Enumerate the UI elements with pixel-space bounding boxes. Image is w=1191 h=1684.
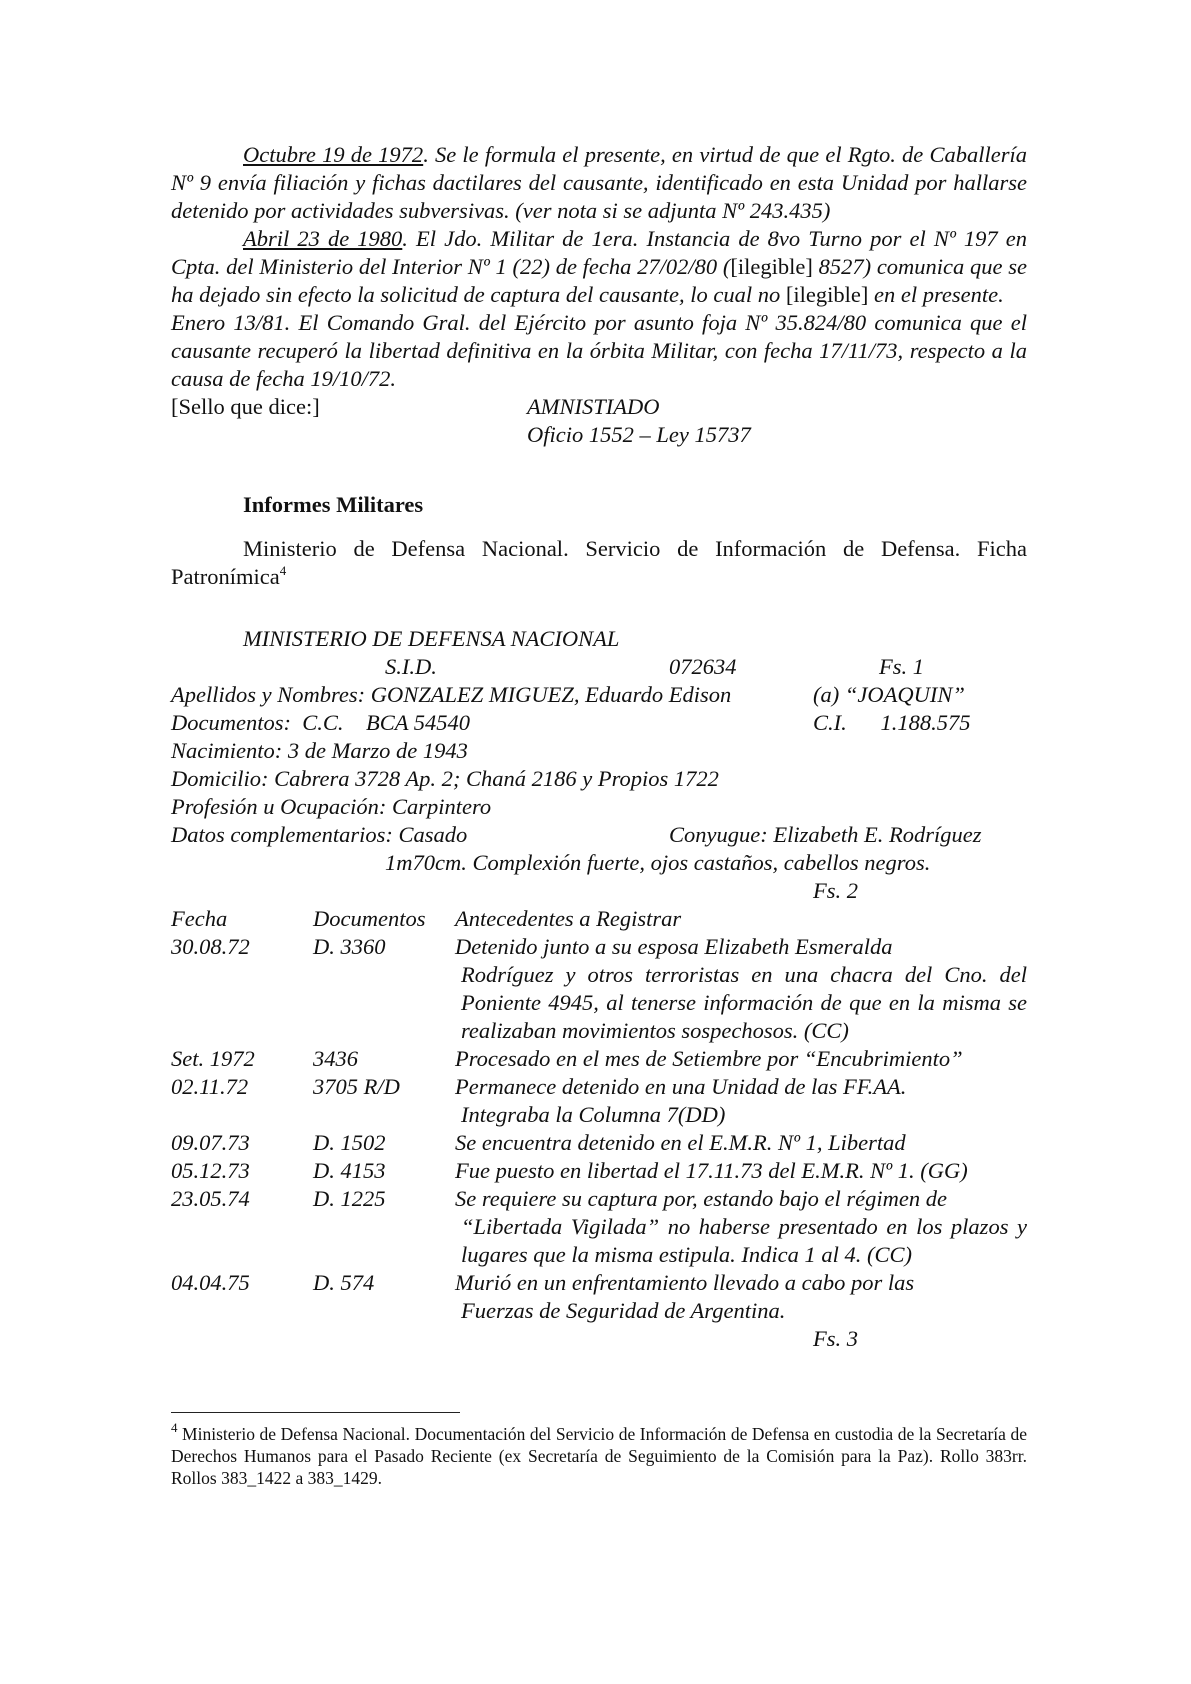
ficha-folio: Fs. 1 — [879, 654, 924, 679]
ficha-names-row — [171, 681, 1027, 709]
row-document: D. 4153 — [313, 1158, 386, 1183]
entry-date: Abril 23 de 1980 — [243, 226, 403, 251]
seal-text — [527, 393, 751, 449]
row-document: D. 3360 — [313, 934, 386, 959]
row-antecedent — [455, 1073, 1027, 1129]
ficha-ci: C.I. 1.188.575 — [813, 710, 971, 735]
ficha-ministry: MINISTERIO DE DEFENSA NACIONAL — [243, 626, 620, 651]
seal-label: [Sello que dice:] — [171, 394, 320, 419]
ficha-alias: (a) “JOAQUIN” — [813, 682, 965, 707]
ficha-spouse: Conyugue: Elizabeth E. Rodríguez — [669, 822, 982, 847]
seal-line: AMNISTIADO — [527, 394, 660, 419]
table-row — [171, 933, 1027, 1045]
illegible-mark: [ilegible] — [730, 254, 813, 279]
seal-block — [171, 393, 1027, 449]
table-row — [171, 1045, 1027, 1073]
row-date: 23.05.74 — [171, 1186, 250, 1211]
footnote — [171, 1420, 1027, 1489]
antecedent-continuation: “Libertada Vigilada” no haberse presentado en los plazos y lugares que la misma estipula. Indica 1 al 4. (CC) — [461, 1214, 1027, 1267]
row-antecedent — [455, 1185, 1027, 1269]
entry-text: en el presente. — [868, 282, 1004, 307]
ficha-number: 072634 — [669, 654, 737, 679]
ficha-patronimica — [171, 625, 1027, 905]
row-date: Set. 1972 — [171, 1046, 255, 1071]
row-antecedent — [455, 1269, 1027, 1325]
antecedent-first-line: Se encuentra detenido en el E.M.R. Nº 1, Libertad — [455, 1130, 906, 1155]
antecedent-continuation: Rodríguez y otros terroristas en una chacra del Cno. del Poniente 4945, al tenerse información de que en la misma se realizaban movimientos sospechosos. (CC) — [461, 962, 1027, 1043]
footnote-number: 4 — [171, 1420, 178, 1436]
ficha-folio: Fs. 2 — [813, 878, 858, 903]
section-heading: Informes Militares — [243, 492, 424, 517]
ficha-sid: S.I.D. — [385, 654, 437, 679]
ficha-profession: Profesión u Ocupación: Carpintero — [171, 794, 492, 819]
ficha-address: Domicilio: Cabrera 3728 Ap. 2; Chaná 2186 y Propios 1722 — [171, 766, 719, 791]
row-document: D. 1502 — [313, 1130, 386, 1155]
table-row — [171, 1129, 1027, 1157]
ficha-complementary-row — [171, 821, 1027, 849]
column-header: Antecedentes a Registrar — [455, 906, 682, 931]
section-intro — [171, 535, 1027, 591]
antecedent-continuation: Fuerzas de Seguridad de Argentina. — [461, 1298, 786, 1323]
ficha-names: Apellidos y Nombres: GONZALEZ MIGUEZ, Eduardo Edison — [171, 682, 732, 707]
row-date: 04.04.75 — [171, 1270, 250, 1295]
row-date: 05.12.73 — [171, 1158, 250, 1183]
column-header: Documentos — [313, 906, 426, 931]
ficha-folio: Fs. 3 — [813, 1326, 858, 1351]
row-antecedent — [455, 1129, 1027, 1157]
table-row — [171, 1157, 1027, 1185]
column-header: Fecha — [171, 906, 228, 931]
table-row — [171, 1185, 1027, 1269]
antecedents-table — [171, 905, 1027, 1325]
antecedent-continuation: Integraba la Columna 7(DD) — [461, 1102, 726, 1127]
table-header — [171, 905, 1027, 933]
entry-text: 8527) comunica que se ha dejado sin efecto la solicitud de captura del causante, lo cual no — [171, 254, 1028, 307]
entry-1980 — [171, 225, 1027, 309]
illegible-mark: [ilegible] — [785, 282, 869, 307]
row-date: 30.08.72 — [171, 934, 250, 959]
antecedent-first-line: Permanece detenido en una Unidad de las FF.AA. — [455, 1074, 907, 1099]
entry-1972 — [171, 141, 1027, 225]
antecedent-first-line: Fue puesto en libertad el 17.11.73 del E.M.R. Nº 1. (GG) — [455, 1158, 968, 1183]
document-page — [171, 141, 1027, 1353]
row-document: D. 1225 — [313, 1186, 386, 1211]
footnote-separator — [171, 1412, 460, 1413]
footnote-text: Ministerio de Defensa Nacional. Documentación del Servicio de Información de Defensa en custodia de la Secretaría de Derechos Humanos para el Pasado Reciente (ex Secretaría de Seguimiento de la Comisión para la Paz). Rollo 383rr. Rollos 383_1422 a 383_1429. — [171, 1424, 1027, 1488]
table-row — [171, 1269, 1027, 1325]
ficha-physical: 1m70cm. Complexión fuerte, ojos castaños, cabellos negros. — [385, 850, 931, 875]
row-document: D. 574 — [313, 1270, 375, 1295]
antecedent-first-line: Detenido junto a su esposa Elizabeth Esmeralda — [455, 934, 893, 959]
ficha-birth: Nacimiento: 3 de Marzo de 1943 — [171, 738, 468, 763]
antecedent-first-line: Se requiere su captura por, estando bajo el régimen de — [455, 1186, 948, 1211]
table-row — [171, 1073, 1027, 1129]
entry-text: . El Jdo. Militar de 1era. Instancia de 8vo Turno por el Nº 197 en Cpta. del Ministerio del Interior Nº 1 (22) de fecha 27/02/80 ( — [171, 226, 1027, 279]
row-antecedent — [455, 1157, 1027, 1185]
antecedent-first-line: Murió en un enfrentamiento llevado a cabo por las — [455, 1270, 915, 1295]
entry-1981: Enero 13/81. El Comando Gral. del Ejército por asunto foja Nº 35.824/80 comunica que el causante recuperó la libertad definitiva en la órbita Militar, con fecha 17/11/73, respecto a la causa de fecha 19/10/72. — [171, 310, 1027, 391]
intro-text: Ministerio de Defensa Nacional. Servicio de Información de Defensa. Ficha Patronímica — [171, 536, 1027, 589]
entry-date: Octubre 19 de 1972 — [243, 142, 424, 167]
entry-text: . Se le formula el presente, en virtud de que el Rgto. de Caballería Nº 9 envía filiación y fichas dactilares del causante, identificado en esta Unidad por hallarse detenido por actividades subversivas. (ver nota si se adjunta Nº 243.435) — [171, 142, 1027, 223]
antecedent-first-line: Procesado en el mes de Setiembre por “Encubrimiento” — [455, 1046, 963, 1071]
ficha-complementary: Datos complementarios: Casado — [171, 822, 468, 847]
row-document: 3705 R/D — [313, 1074, 400, 1099]
row-date: 09.07.73 — [171, 1130, 250, 1155]
row-document: 3436 — [313, 1046, 358, 1071]
ficha-documents-row — [171, 709, 1027, 737]
row-antecedent — [455, 933, 1027, 1045]
row-antecedent — [455, 1045, 1027, 1073]
ficha-header-row — [171, 653, 1027, 681]
seal-line: Oficio 1552 – Ley 15737 — [527, 422, 751, 447]
ficha-documents: Documentos: C.C. BCA 54540 — [171, 710, 470, 735]
footnote-ref: 4 — [279, 562, 287, 578]
row-date: 02.11.72 — [171, 1074, 249, 1099]
